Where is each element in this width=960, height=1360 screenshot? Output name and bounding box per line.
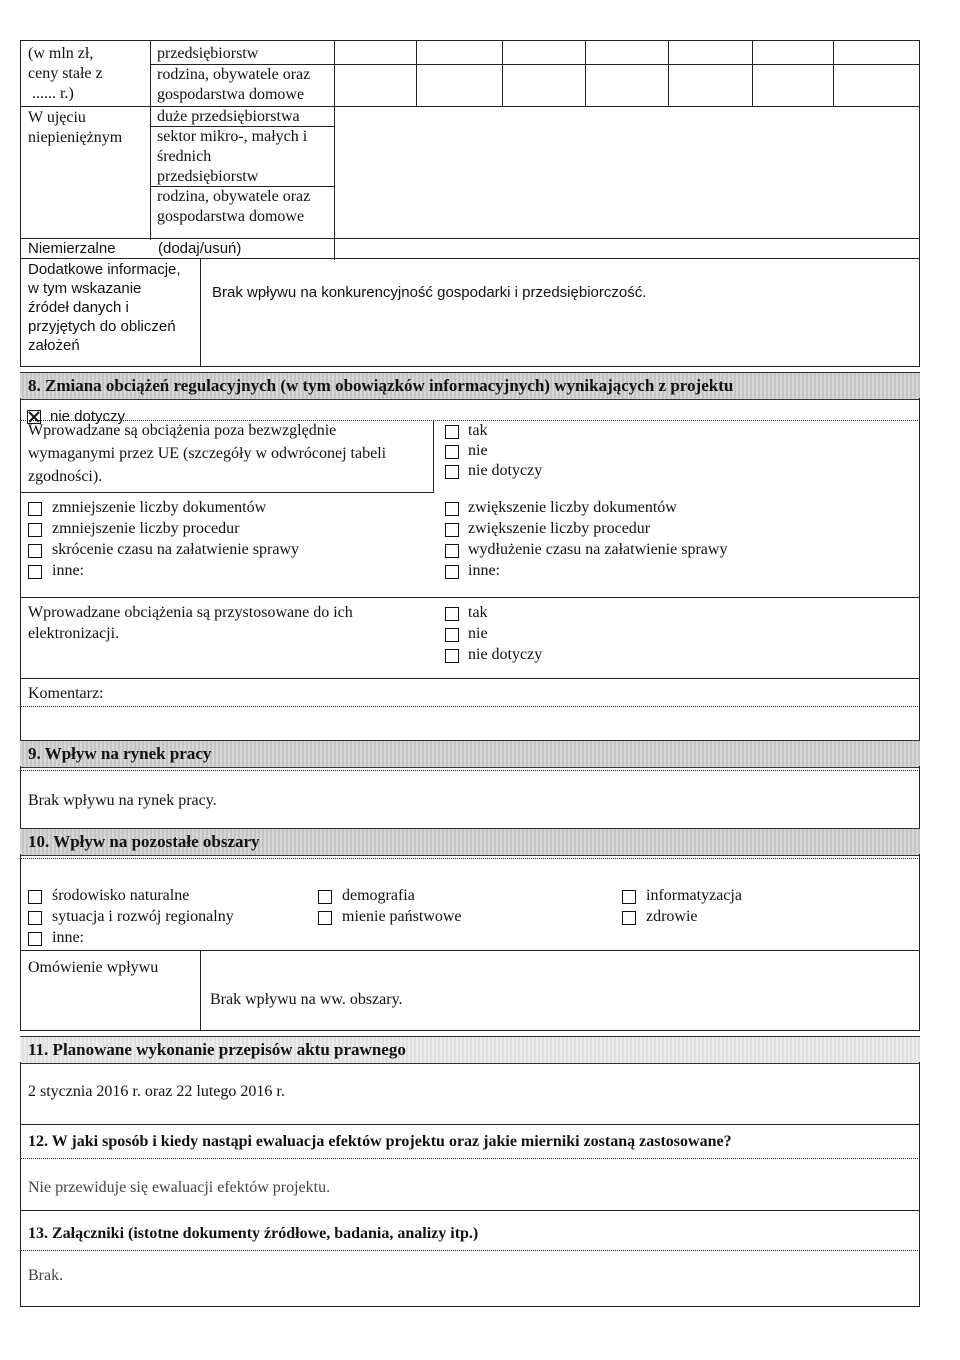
nie-dotyczy-label: nie dotyczy — [50, 408, 126, 425]
right-option-label: zwiększenie liczby procedur — [468, 520, 651, 537]
right-option-label: inne: — [468, 562, 500, 579]
right-option-label: wydłużenie czasu na załatwienie sprawy — [468, 541, 728, 558]
right-option-checkbox[interactable] — [445, 502, 459, 516]
row-label: przedsiębiorstw — [157, 168, 259, 185]
left-option-checkbox[interactable] — [28, 523, 42, 537]
col2-label: mienie państwowe — [342, 908, 462, 925]
row-label: sektor mikro-, małych i — [157, 128, 308, 145]
additional-info-label-line: źródeł danych i — [28, 299, 129, 316]
q1-nie-label: nie — [468, 442, 488, 459]
row-label: rodzina, obywatele oraz — [157, 188, 311, 205]
additional-info-label-line: przyjętych do obliczeń — [28, 318, 176, 335]
add-remove-link[interactable]: (dodaj/usuń) — [158, 240, 242, 257]
omowienie-value: Brak wpływu na ww. obszary. — [210, 991, 403, 1008]
col1-checkbox[interactable] — [28, 911, 42, 925]
q2-tak-checkbox[interactable] — [445, 607, 459, 621]
row-label: gospodarstwa domowe — [157, 208, 305, 225]
q2-nie-dotyczy-checkbox[interactable] — [445, 649, 459, 663]
q2-text-line: Wprowadzane obciążenia są przystosowane do ich — [28, 604, 353, 621]
col1-label: środowisko naturalne — [52, 887, 190, 904]
section-10-heading-bar — [20, 828, 920, 856]
q2-tak-label: tak — [468, 604, 488, 621]
right-option-checkbox[interactable] — [445, 523, 459, 537]
q1-tak-checkbox[interactable] — [445, 425, 459, 439]
unit-label-line1: (w mln zł, — [28, 45, 94, 62]
additional-info-value: Brak wpływu na konkurencyjność gospodarki i przedsiębiorczość. — [212, 284, 647, 301]
col2-checkbox[interactable] — [318, 890, 332, 904]
left-option-label: zmniejszenie liczby dokumentów — [52, 499, 267, 516]
q2-nie-label: nie — [468, 625, 488, 642]
col3-checkbox[interactable] — [622, 890, 636, 904]
section-11-heading-bar — [20, 1036, 920, 1064]
right-option-checkbox[interactable] — [445, 565, 459, 579]
col1-checkbox[interactable] — [28, 890, 42, 904]
row-label: duże przedsiębiorstwa — [157, 108, 300, 125]
section-8-heading-bar — [20, 372, 920, 400]
row-label: przedsiębiorstw — [157, 45, 259, 62]
row-label: rodzina, obywatele oraz — [157, 66, 311, 83]
section-13-text: Brak. — [28, 1267, 64, 1284]
q1-nie-dotyczy-label: nie dotyczy — [468, 462, 543, 479]
additional-info-label-line: założeń — [28, 337, 80, 354]
niepieniezny-label-line1: W ujęciu — [28, 109, 86, 126]
col3-checkbox[interactable] — [622, 911, 636, 925]
section-9-heading-bar — [20, 740, 920, 768]
section-13-heading: 13. Załączniki (istotne dokumenty źródłowe, badania, analizy itp.) — [28, 1225, 479, 1242]
q1-text-line: wymaganymi przez UE (szczegóły w odwróconej tabeli — [28, 445, 387, 462]
q2-text-line: elektronizacji. — [28, 625, 120, 642]
col1-label: inne: — [52, 929, 84, 946]
additional-info-label-line: Dodatkowe informacje, — [28, 261, 181, 278]
col2-label: demografia — [342, 887, 415, 904]
col3-label: informatyzacja — [646, 887, 742, 904]
col1-checkbox[interactable] — [28, 932, 42, 946]
omowienie-label: Omówienie wpływu — [28, 959, 159, 976]
q1-text-line: zgodności). — [28, 468, 103, 485]
right-option-label: zwiększenie liczby dokumentów — [468, 499, 677, 516]
right-option-checkbox[interactable] — [445, 544, 459, 558]
additional-info-label-line: w tym wskazanie — [28, 280, 142, 297]
q2-nie-checkbox[interactable] — [445, 628, 459, 642]
col1-label: sytuacja i rozwój regionalny — [52, 908, 234, 925]
komentarz-label: Komentarz: — [28, 685, 104, 702]
left-option-label: inne: — [52, 562, 84, 579]
section-10-heading: 10. Wpływ na pozostałe obszary — [28, 832, 260, 851]
left-option-checkbox[interactable] — [28, 502, 42, 516]
q1-tak-label: tak — [468, 422, 488, 439]
row-label: średnich — [157, 148, 212, 165]
section-9-text: Brak wpływu na rynek pracy. — [28, 792, 217, 809]
left-option-label: skrócenie czasu na załatwienie sprawy — [52, 541, 299, 558]
section-8-heading: 8. Zmiana obciążeń regulacyjnych (w tym obowiązków informacyjnych) wynikających z projektu — [28, 376, 734, 395]
section-12-text: Nie przewiduje się ewaluacji efektów projektu. — [28, 1179, 331, 1196]
col3-label: zdrowie — [646, 908, 698, 925]
niepieniezny-label-line2: niepieniężnym — [28, 129, 123, 146]
left-option-checkbox[interactable] — [28, 544, 42, 558]
section-11-text: 2 stycznia 2016 r. oraz 22 lutego 2016 r. — [28, 1083, 285, 1100]
q1-nie-checkbox[interactable] — [445, 445, 459, 459]
unit-label-line2: ceny stałe z — [28, 65, 103, 82]
q2-nie-dotyczy-label: nie dotyczy — [468, 646, 543, 663]
q1-text-line: Wprowadzane są obciążenia poza bezwzględnie — [28, 422, 337, 439]
left-option-label: zmniejszenie liczby procedur — [52, 520, 240, 537]
section-12-heading: 12. W jaki sposób i kiedy nastąpi ewaluacja efektów projektu oraz jakie mierniki zostaną zastosowane? — [28, 1133, 732, 1150]
q1-nie-dotyczy-checkbox[interactable] — [445, 465, 459, 479]
niemierzalne-label: Niemierzalne — [28, 240, 116, 257]
unit-label-line3: ...... r.) — [32, 85, 74, 102]
left-option-checkbox[interactable] — [28, 565, 42, 579]
section-11-heading: 11. Planowane wykonanie przepisów aktu prawnego — [28, 1040, 406, 1059]
row-label: gospodarstwa domowe — [157, 86, 305, 103]
section-9-heading: 9. Wpływ na rynek pracy — [28, 744, 212, 763]
col2-checkbox[interactable] — [318, 911, 332, 925]
